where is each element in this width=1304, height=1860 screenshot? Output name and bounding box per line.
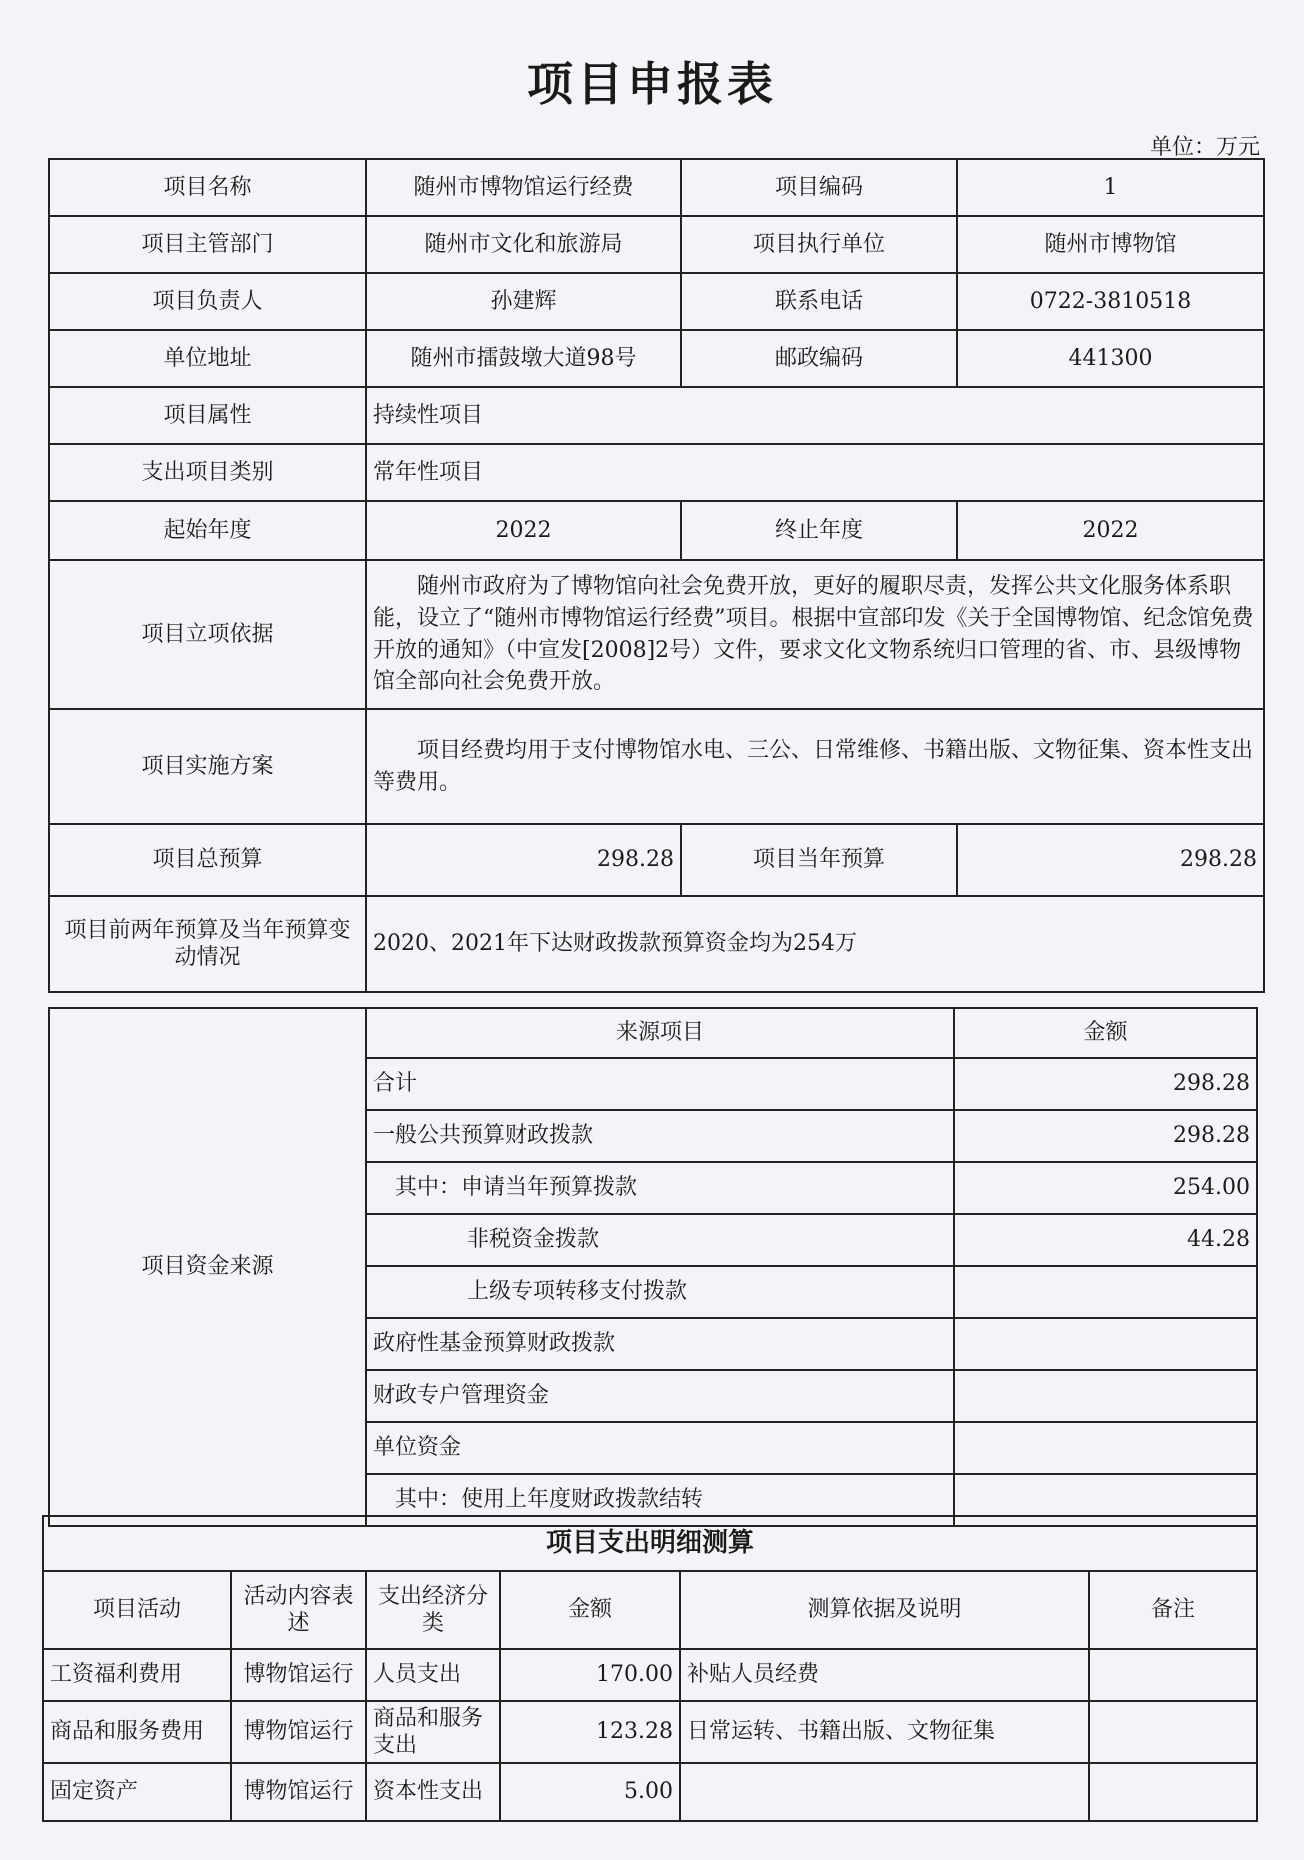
- expenditure-detail-table: [42, 1515, 1258, 1822]
- detail-content: 博物馆运行: [231, 1763, 366, 1821]
- detail-activity: 商品和服务费用: [43, 1701, 231, 1763]
- leader-value: 孙建辉: [366, 273, 681, 330]
- detail-basis: 补贴人员经费: [680, 1649, 1089, 1701]
- detail-note: [1089, 1701, 1257, 1763]
- table-row: [49, 824, 1264, 896]
- year-budget-label: 项目当年预算: [681, 824, 957, 896]
- funding-item-name: 合计: [366, 1058, 954, 1110]
- exec-unit-value: 随州市博物馆: [957, 216, 1264, 273]
- detail-basis: 日常运转、书籍出版、文物征集: [680, 1701, 1089, 1763]
- table-row: [49, 560, 1264, 709]
- dept-label: 项目主管部门: [49, 216, 366, 273]
- basis-label: 项目立项依据: [49, 560, 366, 709]
- detail-header-content: 活动内容表述: [231, 1571, 366, 1649]
- detail-activity: 工资福利费用: [43, 1649, 231, 1701]
- year-budget-value: 298.28: [957, 824, 1264, 896]
- address-label: 单位地址: [49, 330, 366, 387]
- end-year-value: 2022: [957, 501, 1264, 560]
- plan-value: 项目经费均用于支付博物馆水电、三公、日常维修、书籍出版、文物征集、资本性支出等费用。: [366, 709, 1264, 824]
- budget-change-label: 项目前两年预算及当年预算变动情况: [49, 896, 366, 992]
- table-row: [49, 709, 1264, 824]
- project-name-label: 项目名称: [49, 159, 366, 216]
- funding-item-name: 政府性基金预算财政拨款: [366, 1318, 954, 1370]
- funding-item-amount: [954, 1370, 1257, 1422]
- table-row: [43, 1571, 1257, 1649]
- detail-econ: 人员支出: [366, 1649, 500, 1701]
- leader-label: 项目负责人: [49, 273, 366, 330]
- funding-item-amount: 298.28: [954, 1058, 1257, 1110]
- table-row: [49, 216, 1264, 273]
- table-row: [49, 1008, 1257, 1058]
- table-row: [49, 273, 1264, 330]
- detail-header-basis: 测算依据及说明: [680, 1571, 1089, 1649]
- funding-item-name: 其中：申请当年预算拨款: [366, 1162, 954, 1214]
- detail-note: [1089, 1649, 1257, 1701]
- table-row: [43, 1763, 1257, 1821]
- table-row: [43, 1516, 1257, 1571]
- detail-econ: 商品和服务支出: [366, 1701, 500, 1763]
- dept-value: 随州市文化和旅游局: [366, 216, 681, 273]
- funding-item-name: 上级专项转移支付拨款: [366, 1266, 954, 1318]
- category-label: 支出项目类别: [49, 444, 366, 501]
- funding-item-amount: 254.00: [954, 1162, 1257, 1214]
- zip-label: 邮政编码: [681, 330, 957, 387]
- detail-header-econ: 支出经济分类: [366, 1571, 500, 1649]
- start-year-label: 起始年度: [49, 501, 366, 560]
- unit-label: 单位：万元: [1149, 135, 1260, 160]
- funding-source-label: 项目资金来源: [49, 1008, 366, 1526]
- table-row: [43, 1649, 1257, 1701]
- funding-source-table: [48, 1007, 1258, 1527]
- total-budget-value: 298.28: [366, 824, 681, 896]
- table-row: [49, 896, 1264, 992]
- project-info-table: [48, 158, 1265, 993]
- detail-content: 博物馆运行: [231, 1649, 366, 1701]
- zip-value: 441300: [957, 330, 1264, 387]
- funding-item-amount: [954, 1422, 1257, 1474]
- phone-label: 联系电话: [681, 273, 957, 330]
- table-row: [49, 501, 1264, 560]
- detail-econ: 资本性支出: [366, 1763, 500, 1821]
- table-row: [49, 444, 1264, 501]
- detail-content: 博物馆运行: [231, 1701, 366, 1763]
- start-year-value: 2022: [366, 501, 681, 560]
- funding-item-name: 非税资金拨款: [366, 1214, 954, 1266]
- funding-item-name: 单位资金: [366, 1422, 954, 1474]
- phone-value: 0722-3810518: [957, 273, 1264, 330]
- detail-header-activity: 项目活动: [43, 1571, 231, 1649]
- detail-amount: 5.00: [500, 1763, 680, 1821]
- funding-item-amount: [954, 1318, 1257, 1370]
- table-row: [49, 330, 1264, 387]
- detail-header-note: 备注: [1089, 1571, 1257, 1649]
- attribute-label: 项目属性: [49, 387, 366, 444]
- page-title: 项目申报表: [527, 57, 777, 111]
- detail-header-amount: 金额: [500, 1571, 680, 1649]
- funding-item-amount: 298.28: [954, 1110, 1257, 1162]
- funding-item-name: 财政专户管理资金: [366, 1370, 954, 1422]
- detail-amount: 170.00: [500, 1649, 680, 1701]
- table-row: [49, 159, 1264, 216]
- table-row: [49, 387, 1264, 444]
- basis-value: 随州市政府为了博物馆向社会免费开放，更好的履职尽责，发挥公共文化服务体系职能，设立了“随州市博物馆运行经费”项目。根据中宣部印发《关于全国博物馆、纪念馆免费开放的通知》（中宣发[2008]2号）文件，要求文化文物系统归口管理的省、市、县级博物馆全部向社会免费开放。: [366, 560, 1264, 709]
- project-name-value: 随州市博物馆运行经费: [366, 159, 681, 216]
- detail-amount: 123.28: [500, 1701, 680, 1763]
- detail-activity: 固定资产: [43, 1763, 231, 1821]
- funding-item-name: 一般公共预算财政拨款: [366, 1110, 954, 1162]
- attribute-value: 持续性项目: [366, 387, 1264, 444]
- funding-item-name: 其中：使用上年度财政拨款结转: [366, 1474, 954, 1526]
- detail-section-title: 项目支出明细测算: [43, 1516, 1257, 1571]
- total-budget-label: 项目总预算: [49, 824, 366, 896]
- end-year-label: 终止年度: [681, 501, 957, 560]
- funding-amount-header: 金额: [954, 1008, 1257, 1058]
- project-code-value: 1: [957, 159, 1264, 216]
- detail-basis: [680, 1763, 1089, 1821]
- funding-item-amount: 44.28: [954, 1214, 1257, 1266]
- category-value: 常年性项目: [366, 444, 1264, 501]
- address-value: 随州市擂鼓墩大道98号: [366, 330, 681, 387]
- project-code-label: 项目编码: [681, 159, 957, 216]
- funding-source-header: 来源项目: [366, 1008, 954, 1058]
- detail-note: [1089, 1763, 1257, 1821]
- table-row: [43, 1701, 1257, 1763]
- exec-unit-label: 项目执行单位: [681, 216, 957, 273]
- plan-label: 项目实施方案: [49, 709, 366, 824]
- funding-item-amount: [954, 1266, 1257, 1318]
- budget-change-value: 2020、2021年下达财政拨款预算资金均为254万: [366, 896, 1264, 992]
